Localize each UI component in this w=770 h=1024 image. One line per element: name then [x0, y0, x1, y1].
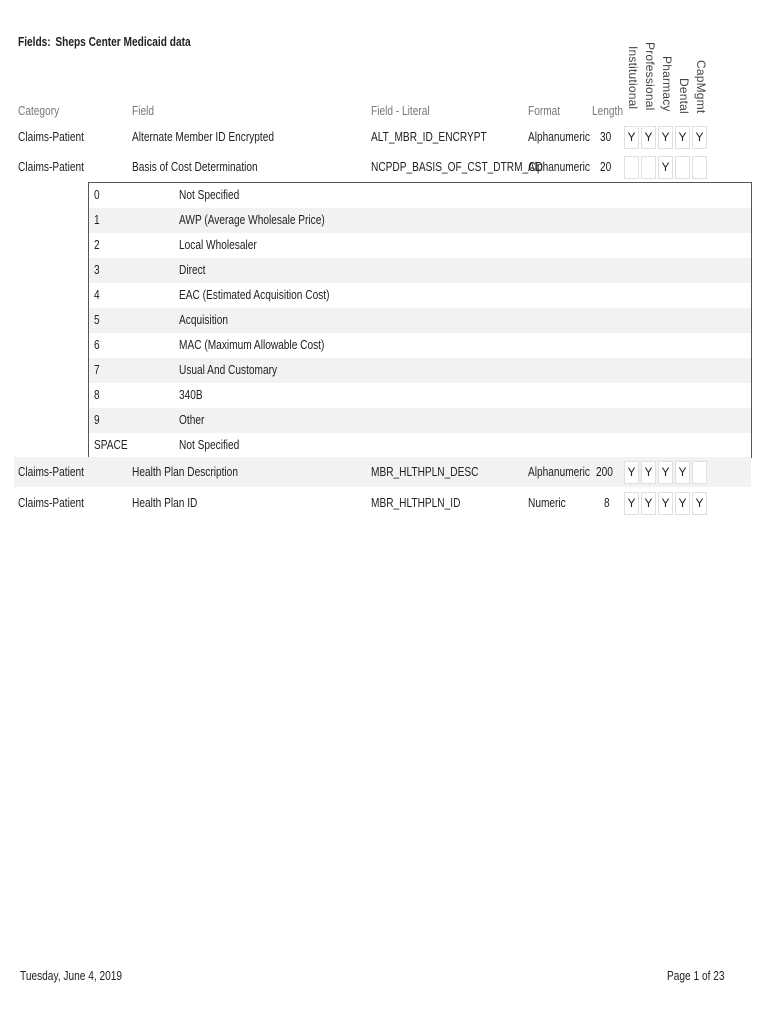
- code-description: Acquisition: [179, 312, 229, 327]
- code-value: 9: [94, 412, 100, 427]
- code-row: [89, 208, 751, 233]
- row-field: Basis of Cost Determination: [132, 159, 258, 174]
- code-value: 5: [94, 312, 100, 327]
- row-category: Claims-Patient: [18, 495, 84, 510]
- header-professional: Professional: [643, 42, 657, 111]
- flag-pharmacy: Y: [658, 492, 673, 515]
- code-values-table: [88, 182, 752, 458]
- header-format: Format: [528, 103, 561, 118]
- flag-professional: [641, 156, 656, 179]
- row-literal: MBR_HLTHPLN_DESC: [371, 464, 479, 479]
- title-value: Sheps Center Medicaid data: [55, 34, 191, 49]
- header-field-literal: Field - Literal: [371, 103, 430, 118]
- flag-pharmacy: Y: [658, 156, 673, 179]
- header-pharmacy: Pharmacy: [660, 56, 674, 112]
- flag-pharmacy: Y: [658, 126, 673, 149]
- flag-institutional: Y: [624, 492, 639, 515]
- code-description: Not Specified: [179, 187, 240, 202]
- title-label: Fields:: [18, 34, 51, 49]
- code-value: 8: [94, 387, 100, 402]
- row-category: Claims-Patient: [18, 159, 84, 174]
- code-row: [89, 358, 751, 383]
- flag-dental: Y: [675, 492, 690, 515]
- code-value: 7: [94, 362, 100, 377]
- row-category: Claims-Patient: [18, 464, 84, 479]
- row-length: 200: [596, 464, 613, 479]
- code-row: [89, 233, 751, 258]
- code-row: [89, 283, 751, 308]
- row-literal: ALT_MBR_ID_ENCRYPT: [371, 129, 487, 144]
- flag-capmgmt: [692, 461, 707, 484]
- row-format: Alphanumeric: [528, 464, 591, 479]
- code-value: 2: [94, 237, 100, 252]
- code-description: MAC (Maximum Allowable Cost): [179, 337, 325, 352]
- code-description: AWP (Average Wholesale Price): [179, 212, 325, 227]
- row-literal: NCPDP_BASIS_OF_CST_DTRM_CD: [371, 159, 543, 174]
- code-value: 4: [94, 287, 100, 302]
- code-value: 1: [94, 212, 100, 227]
- table-row: [14, 152, 751, 182]
- row-length: 8: [604, 495, 610, 510]
- row-format: Numeric: [528, 495, 566, 510]
- row-literal: MBR_HLTHPLN_ID: [371, 495, 461, 510]
- row-field: Health Plan ID: [132, 495, 198, 510]
- footer-page-number: Page 1 of 23: [667, 968, 725, 983]
- flag-pharmacy: Y: [658, 461, 673, 484]
- flag-institutional: Y: [624, 461, 639, 484]
- header-capmgmt: CapMgmt: [694, 60, 708, 114]
- code-row: [89, 308, 751, 333]
- code-description: Usual And Customary: [179, 362, 278, 377]
- code-value: 6: [94, 337, 100, 352]
- report-title: [18, 34, 239, 49]
- header-institutional: Institutional: [626, 46, 640, 110]
- code-row: [89, 333, 751, 358]
- code-description: Not Specified: [179, 437, 240, 452]
- code-description: Local Wholesaler: [179, 237, 257, 252]
- row-format: Alphanumeric: [528, 159, 591, 174]
- header-length: Length: [592, 103, 624, 118]
- code-value: 0: [94, 187, 100, 202]
- row-category: Claims-Patient: [18, 129, 84, 144]
- row-field: Alternate Member ID Encrypted: [132, 129, 275, 144]
- table-row: [14, 488, 751, 518]
- flag-capmgmt: Y: [692, 126, 707, 149]
- flag-institutional: Y: [624, 126, 639, 149]
- code-description: 340B: [179, 387, 203, 402]
- code-row: [89, 183, 751, 208]
- header-field: Field: [132, 103, 154, 118]
- footer-date: Tuesday, June 4, 2019: [20, 968, 123, 983]
- row-length: 20: [600, 159, 612, 174]
- row-format: Alphanumeric: [528, 129, 591, 144]
- header-dental: Dental: [677, 78, 691, 114]
- code-description: EAC (Estimated Acquisition Cost): [179, 287, 330, 302]
- flag-professional: Y: [641, 461, 656, 484]
- code-row: [89, 258, 751, 283]
- flag-institutional: [624, 156, 639, 179]
- flag-capmgmt: Y: [692, 492, 707, 515]
- flag-dental: Y: [675, 126, 690, 149]
- code-description: Direct: [179, 262, 206, 277]
- flag-dental: Y: [675, 461, 690, 484]
- row-field: Health Plan Description: [132, 464, 238, 479]
- code-value: 3: [94, 262, 100, 277]
- code-value: SPACE: [94, 437, 128, 452]
- flag-capmgmt: [692, 156, 707, 179]
- row-length: 30: [600, 129, 612, 144]
- code-description: Other: [179, 412, 205, 427]
- flag-dental: [675, 156, 690, 179]
- flag-professional: Y: [641, 492, 656, 515]
- table-row: [14, 457, 751, 487]
- code-row: [89, 383, 751, 408]
- table-row: [14, 122, 751, 152]
- flag-professional: Y: [641, 126, 656, 149]
- header-category: Category: [18, 103, 60, 118]
- code-row: [89, 433, 751, 458]
- code-row: [89, 408, 751, 433]
